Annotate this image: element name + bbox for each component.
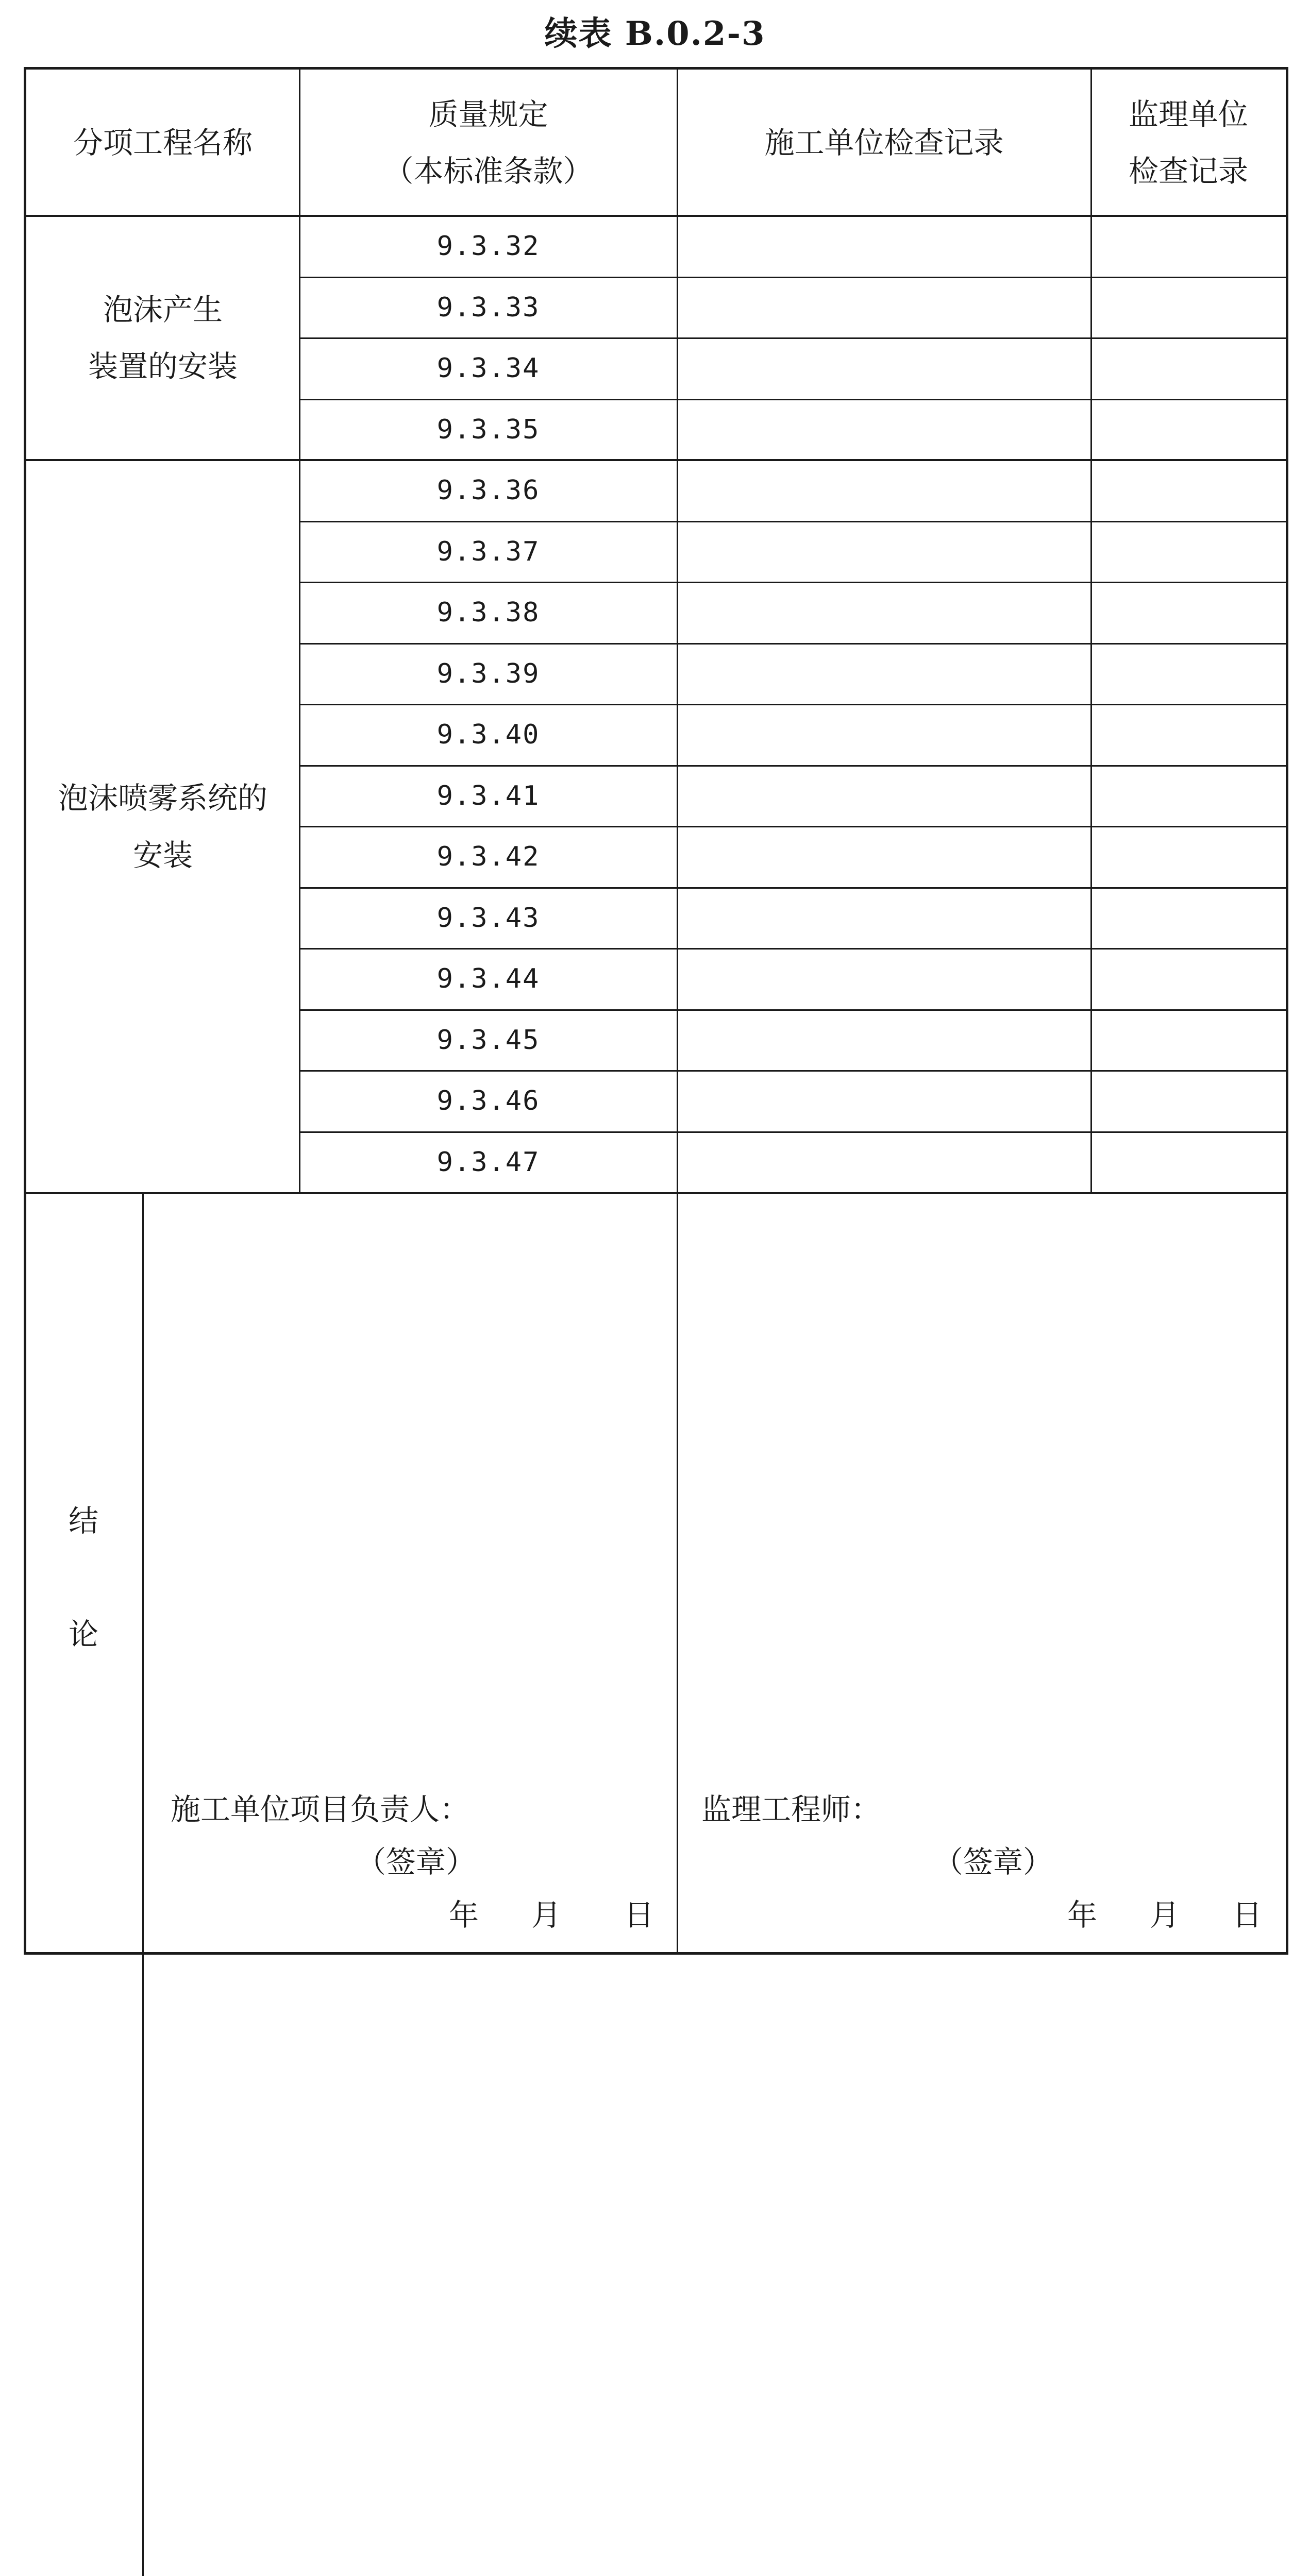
group-foam-generator-name [26, 216, 299, 460]
conclusion-label-char1: 结 [69, 1503, 99, 1538]
contractor-record-cell[interactable] [677, 888, 1091, 949]
conclusion-label-divider [142, 1193, 144, 2576]
supervisor-year: 年 [1067, 1897, 1098, 1933]
header-contractor-record [677, 70, 1091, 216]
clause-code: 9.3.42 [436, 841, 540, 873]
header-quality-spec-line1: 质量规定 [428, 96, 548, 132]
contractor-record-cell[interactable] [677, 1132, 1091, 1193]
contractor-record-cell[interactable] [677, 826, 1091, 888]
contractor-record-cell[interactable] [677, 948, 1091, 1010]
supervisor-record-cell[interactable] [1091, 643, 1286, 705]
clause-code: 9.3.34 [436, 353, 540, 384]
conclusion-top-line [26, 1192, 1286, 1194]
header-contractor-record-label: 施工单位检查记录 [764, 125, 1004, 160]
col-divider-3 [1090, 70, 1092, 1193]
contractor-record-cell[interactable] [677, 216, 1091, 277]
supervisor-stamp: （签章） [933, 1844, 1053, 1879]
clause-code: 9.3.47 [436, 1147, 540, 1178]
contractor-stamp: （签章） [356, 1844, 476, 1879]
clause-code: 9.3.43 [436, 903, 540, 934]
header-project-name-label: 分项工程名称 [73, 125, 253, 160]
supervisor-record-cell[interactable] [1091, 704, 1286, 766]
clause-code: 9.3.45 [436, 1025, 540, 1056]
group-foam-generator-line1: 泡沫产生 [103, 292, 223, 327]
clause-code: 9.3.40 [436, 719, 540, 751]
supervisor-day: 日 [1232, 1897, 1263, 1933]
header-supervisor-record-line1: 监理单位 [1128, 96, 1248, 132]
clause-code: 9.3.44 [436, 963, 540, 995]
group-foam-spray-line1: 泡沫喷雾系统的 [58, 781, 267, 816]
contractor-record-cell[interactable] [677, 399, 1091, 461]
contractor-day: 日 [624, 1897, 654, 1933]
table-title: 续表 B.0.2-3 [544, 14, 766, 53]
clause-code: 9.3.36 [436, 475, 540, 506]
clause-code: 9.3.37 [436, 536, 540, 568]
conclusion-label-char2: 论 [69, 1617, 99, 1652]
supervisor-record-cell[interactable] [1091, 1071, 1286, 1132]
contractor-record-cell[interactable] [677, 1010, 1091, 1071]
clause-code: 9.3.32 [436, 231, 540, 262]
supervisor-record-cell[interactable] [1091, 1132, 1286, 1193]
supervisor-record-cell[interactable] [1091, 1010, 1286, 1071]
contractor-manager-label: 施工单位项目负责人： [171, 1792, 470, 1827]
group-foam-spray-name [26, 460, 299, 1193]
clause-code: 9.3.33 [436, 292, 540, 324]
group-foam-generator-line2: 装置的安装 [88, 349, 238, 384]
supervisor-record-cell[interactable] [1091, 826, 1286, 888]
inspection-table [24, 67, 1288, 1955]
header-quality-spec [299, 70, 677, 216]
group-divider-line [26, 459, 1286, 461]
contractor-record-cell[interactable] [677, 582, 1091, 643]
supervisor-engineer-label: 监理工程师： [701, 1792, 881, 1827]
header-supervisor-record-line2: 检查记录 [1128, 154, 1248, 189]
clause-code: 9.3.38 [436, 597, 540, 629]
supervisor-record-cell[interactable] [1091, 399, 1286, 461]
group-foam-spray-line2: 安装 [132, 837, 193, 873]
supervisor-record-cell[interactable] [1091, 521, 1286, 583]
supervisor-record-cell[interactable] [1091, 766, 1286, 827]
header-supervisor-record [1091, 70, 1286, 216]
col-divider-2 [677, 70, 678, 1952]
contractor-record-cell[interactable] [677, 277, 1091, 338]
clause-code: 9.3.41 [436, 781, 540, 812]
header-project-name [26, 70, 299, 216]
supervisor-record-cell[interactable] [1091, 582, 1286, 643]
supervisor-record-cell[interactable] [1091, 888, 1286, 949]
col-divider-1 [299, 70, 300, 1193]
clause-code: 9.3.46 [436, 1086, 540, 1117]
contractor-record-cell[interactable] [677, 766, 1091, 827]
contractor-month: 月 [531, 1897, 562, 1933]
contractor-year: 年 [449, 1897, 479, 1933]
clause-code: 9.3.35 [436, 414, 540, 446]
supervisor-record-cell[interactable] [1091, 948, 1286, 1010]
header-bottom-line [26, 215, 1286, 217]
supervisor-record-cell[interactable] [1091, 216, 1286, 277]
contractor-record-cell[interactable] [677, 460, 1091, 521]
contractor-record-cell[interactable] [677, 1071, 1091, 1132]
contractor-record-cell[interactable] [677, 704, 1091, 766]
contractor-record-cell[interactable] [677, 521, 1091, 583]
supervisor-record-cell[interactable] [1091, 338, 1286, 399]
supervisor-record-cell[interactable] [1091, 460, 1286, 521]
contractor-record-cell[interactable] [677, 643, 1091, 705]
clause-code: 9.3.39 [436, 658, 540, 690]
supervisor-month: 月 [1150, 1897, 1180, 1933]
supervisor-record-cell[interactable] [1091, 277, 1286, 338]
header-quality-spec-line2: （本标准条款） [383, 154, 593, 189]
contractor-record-cell[interactable] [677, 338, 1091, 399]
